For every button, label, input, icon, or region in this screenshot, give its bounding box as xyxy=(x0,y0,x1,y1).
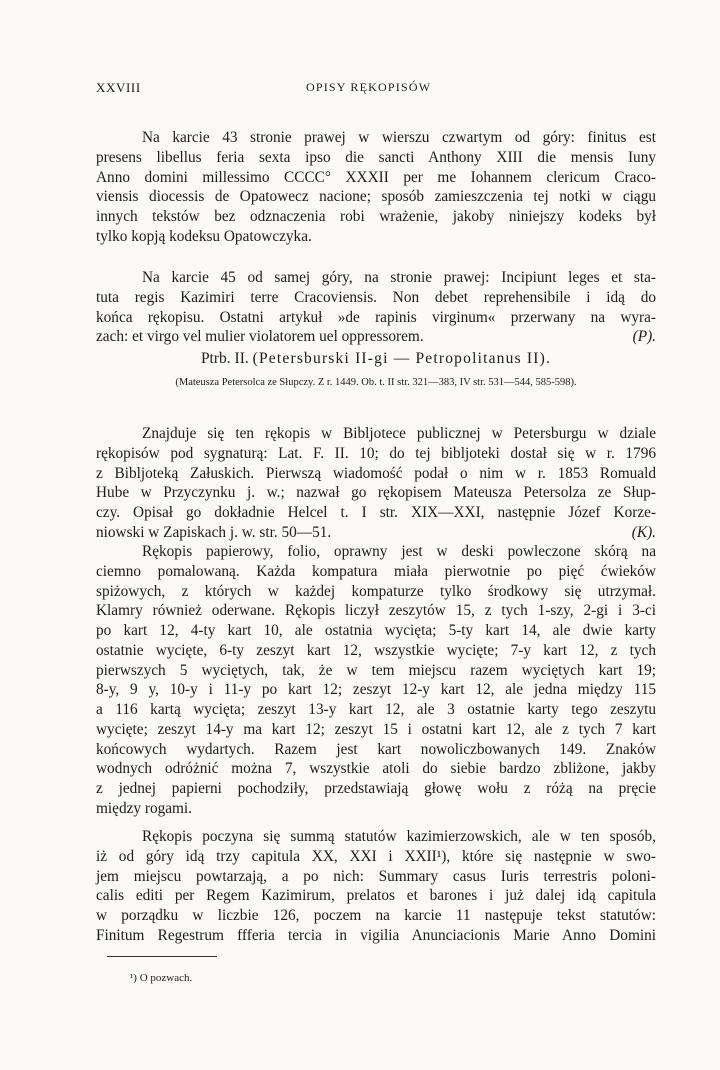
section-title: (Petersburski II-gi — Petropolitanus II). xyxy=(252,350,552,367)
paragraph-incipiunt-leges xyxy=(96,268,656,347)
text-line: wodnych odróżnić można 7, wszystkie atoli do siebie bardzo zbliżone, jakby xyxy=(96,760,656,778)
text-line: Rękopis papierowy, folio, oprawny jest w deski powleczone skórą na xyxy=(142,543,656,560)
text-line: rękopisów pod sygnaturą: Lat. F. II. 10; do tej bibljoteki dostał się w r. 1796 xyxy=(96,444,656,462)
section-subheading: (Mateusza Petersolca ze Słupczy. Z r. 1449. Ob. t. II str. 321—383, IV str. 531—544, 585-598). xyxy=(175,377,577,388)
paragraph-contents xyxy=(96,827,656,946)
section-heading xyxy=(96,350,656,368)
text-line: końca rękopisu. Ostatni artykuł »de rapinis virginum« przerwany na wyra- xyxy=(96,308,656,326)
paragraph-physical-description xyxy=(96,542,656,819)
text-line: wycięte; zeszyt 14-y ma kart 12; zeszyt 15 i ostatni kart 12, ale z tych 7 kart xyxy=(96,720,656,738)
text-line: Klamry również oderwane. Rękopis liczył zeszytów 15, z tych 1-szy, 2-gi i 3-ci xyxy=(96,602,656,620)
text-line: Rękopis poczyna się summą statutów kazimierzowskich, ale w ten sposób, xyxy=(142,828,656,845)
footnote-divider xyxy=(107,956,217,957)
text-line: między rogami. xyxy=(96,799,193,817)
text-line: Finitum Regestrum ffferia tercia in vigilia Anunciacionis Marie Anno Domini xyxy=(96,926,656,944)
text-line: iż od góry idą trzy capitula XX, XXI i XXII¹), które się następnie w swo- xyxy=(96,847,656,865)
text-line: a 116 kartą wycięta; zeszyt 13-y kart 12, ale 3 ostatnie karty tego zeszytu xyxy=(96,701,656,718)
text-line-content: zach: et virgo vel mulier violatorem uel oppressorem. xyxy=(96,328,424,346)
text-line: spiżowych, z których w każdej kompaturze tylko środkowy się utrzymał. xyxy=(96,582,656,600)
text-line: calis editi per Regem Kazimirum, prelatos et barones i już dalej idą capitula xyxy=(96,887,656,905)
text-line: 8-y, 9 y, 10-y i 11-y po kart 12; zeszyt 12-y kart 12, ale jedna między 115 xyxy=(96,681,656,699)
text-line: tylko kopją kodeksu Opatowczyka. xyxy=(96,227,312,245)
text-line: presens libellus feria sexta ipso die sancti Anthony XIII die mensis Iuny xyxy=(96,148,656,166)
text-line: innych tekstów bez odznaczenia robi wrażenie, jakoby niniejszy kodeks był xyxy=(96,208,656,225)
paragraph-location xyxy=(96,424,656,543)
page-header xyxy=(96,80,656,102)
text-line: końcowych wydartych. Razem jest kart nowoliczbowanych 149. Znaków xyxy=(96,740,656,758)
text-line: Na karcie 45 od samej góry, na stronie prawej: Incipiunt leges et sta- xyxy=(142,269,656,286)
text-line xyxy=(96,523,656,543)
paragraph-opatowecz-note xyxy=(96,128,656,247)
text-line: z Bibljoteką Załuskich. Pierwszą wiadomość podał o nim w r. 1853 Romuald xyxy=(96,464,656,482)
text-line: ostatnie wycięte, 6-ty zeszyt kart 12, wszystkie wycięte; 7-y kart 12, z tych xyxy=(96,641,656,659)
section-siglum: Ptrb. II. xyxy=(200,350,249,367)
text-line: po kart 12, 4-ty kart 10, ale ostatnia wycięta; 5-ty kart 14, ale dwie karty xyxy=(96,622,656,639)
text-line-content: niowski w Zapiskach j. w. str. 50—51. xyxy=(96,523,332,541)
page-number: XXVIII xyxy=(96,80,141,95)
text-line: Znajduje się ten rękopis w Bibljotece publicznej w Petersburgu w dziale xyxy=(142,425,656,442)
text-line: jem miejscu powtarzają, a po nich: Summary casus Iuris terrestris poloni- xyxy=(96,867,656,885)
text-line: Hube w Przyczynku j. w.; nazwał go rękopisem Mateusza Petersolza ze Słup- xyxy=(96,484,656,502)
author-sign: (K). xyxy=(631,523,656,541)
text-line: z jednej papierni pochodziły, przedstawiają głowę wołu z różą na pręcie xyxy=(96,780,656,797)
text-line: ciemno pomalowaną. Każda kompatura miała pierwotnie po pięć ćwieków xyxy=(96,562,656,580)
author-sign: (P). xyxy=(632,328,656,346)
text-line: w porządku w liczbie 126, poczem na karcie 11 następuje tekst statutów: xyxy=(96,907,656,924)
text-line xyxy=(96,327,656,347)
text-line: tuta regis Kazimiri terre Cracoviensis. Non debet reprehensibile i idą do xyxy=(96,288,656,306)
text-line: Na karcie 43 stronie prawej w wierszu czwartym od góry: finitus est xyxy=(142,129,656,146)
text-line: czy. Opisał go dokładnie Helcel t. I str. XIX—XXI, następnie Józef Korze- xyxy=(96,504,656,521)
running-title: OPISY RĘKOPISÓW xyxy=(306,80,432,94)
text-line: Anno domini millessimo CCCC° XXXII per me Iohannem clericum Craco- xyxy=(96,168,656,186)
text-line: pierwszych 5 wyciętych, tak, że w tem miejscu razem wyciętych kart 19; xyxy=(96,661,656,679)
footnote: ¹) O pozwach. xyxy=(130,972,193,984)
text-line: viensis diocessis de Opatowecz nacione; sposób zamieszczenia tej notki w ciągu xyxy=(96,188,656,206)
